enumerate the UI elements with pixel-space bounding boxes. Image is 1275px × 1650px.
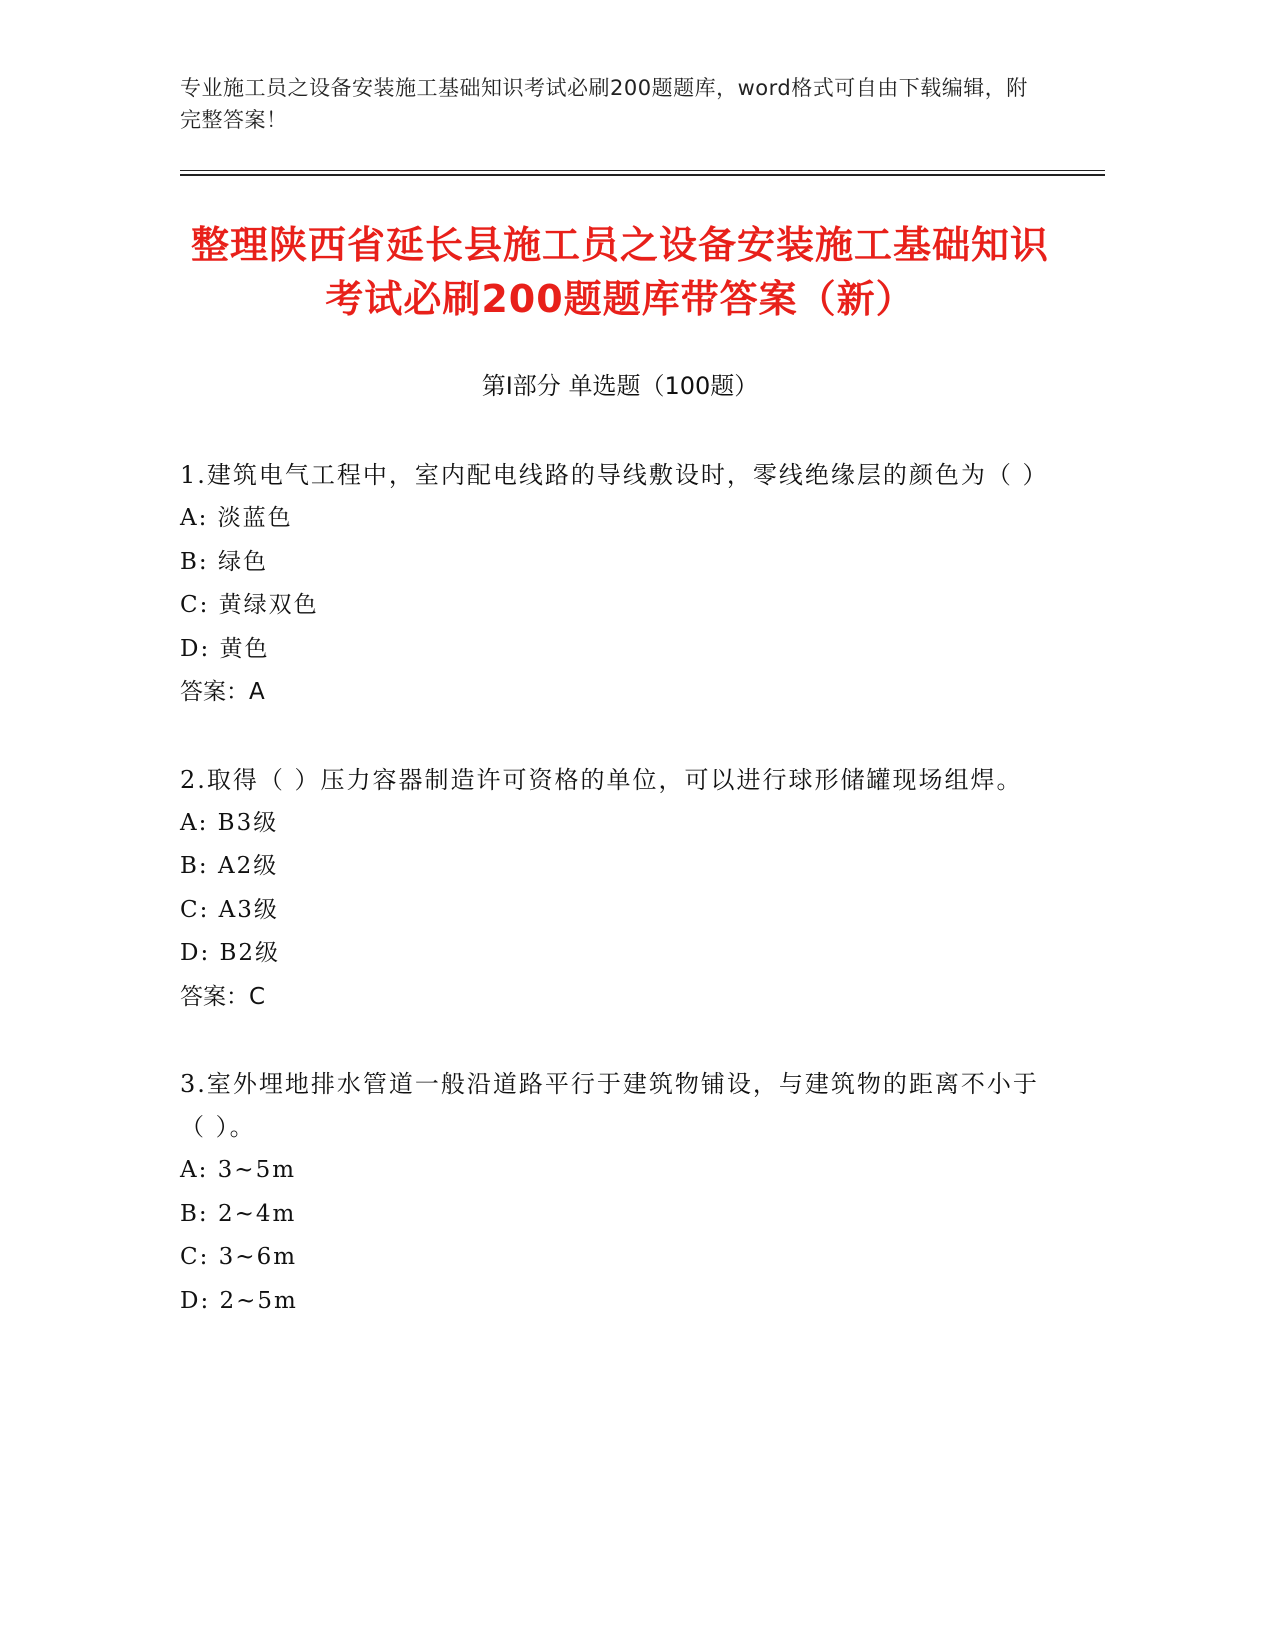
option-b: B: 2~4m bbox=[180, 1200, 297, 1227]
option-a: A: 淡蓝色 bbox=[180, 505, 293, 531]
header-rule-thin bbox=[180, 170, 1105, 171]
option-a: A: B3级 bbox=[180, 809, 279, 836]
question-stem: 1.建筑电气工程中，室内配电线路的导线敷设时，零线绝缘层的颜色为（ ） bbox=[180, 461, 1049, 489]
option-a: A: 3~5m bbox=[180, 1157, 297, 1183]
question-3 bbox=[180, 1063, 1040, 1323]
answer: 答案：A bbox=[180, 679, 265, 705]
option-d: D: B2级 bbox=[180, 940, 281, 966]
question-stem: 3.室外埋地排水管道一般沿道路平行于建筑物铺设，与建筑物的距离不小于（ ）。 bbox=[180, 1070, 1039, 1141]
question-2 bbox=[180, 759, 1040, 1020]
option-c: C: A3级 bbox=[180, 896, 279, 923]
option-c: C: 黄绿双色 bbox=[180, 592, 319, 618]
answer: 答案：C bbox=[180, 983, 266, 1010]
option-b: B: 绿色 bbox=[180, 548, 268, 575]
header-note: 专业施工员之设备安装施工基础知识考试必刷200题题库，word格式可自由下载编辑，附完整答案！ bbox=[180, 76, 1028, 132]
option-b: B: A2级 bbox=[180, 853, 279, 879]
header-rule-thick bbox=[180, 174, 1105, 176]
option-c: C: 3~6m bbox=[180, 1244, 298, 1270]
document-title: 整理陕西省延长县施工员之设备安装施工基础知识考试必刷200题题库带答案（新） bbox=[190, 223, 1049, 321]
section-heading: 第I部分 单选题（100题） bbox=[481, 372, 759, 400]
question-stem: 2.取得（ ）压力容器制造许可资格的单位，可以进行球形储罐现场组焊。 bbox=[180, 765, 1023, 794]
option-d: D: 黄色 bbox=[180, 635, 270, 662]
option-d: D: 2~5m bbox=[180, 1287, 298, 1314]
question-1 bbox=[180, 454, 1049, 715]
question-list bbox=[180, 454, 1049, 1367]
